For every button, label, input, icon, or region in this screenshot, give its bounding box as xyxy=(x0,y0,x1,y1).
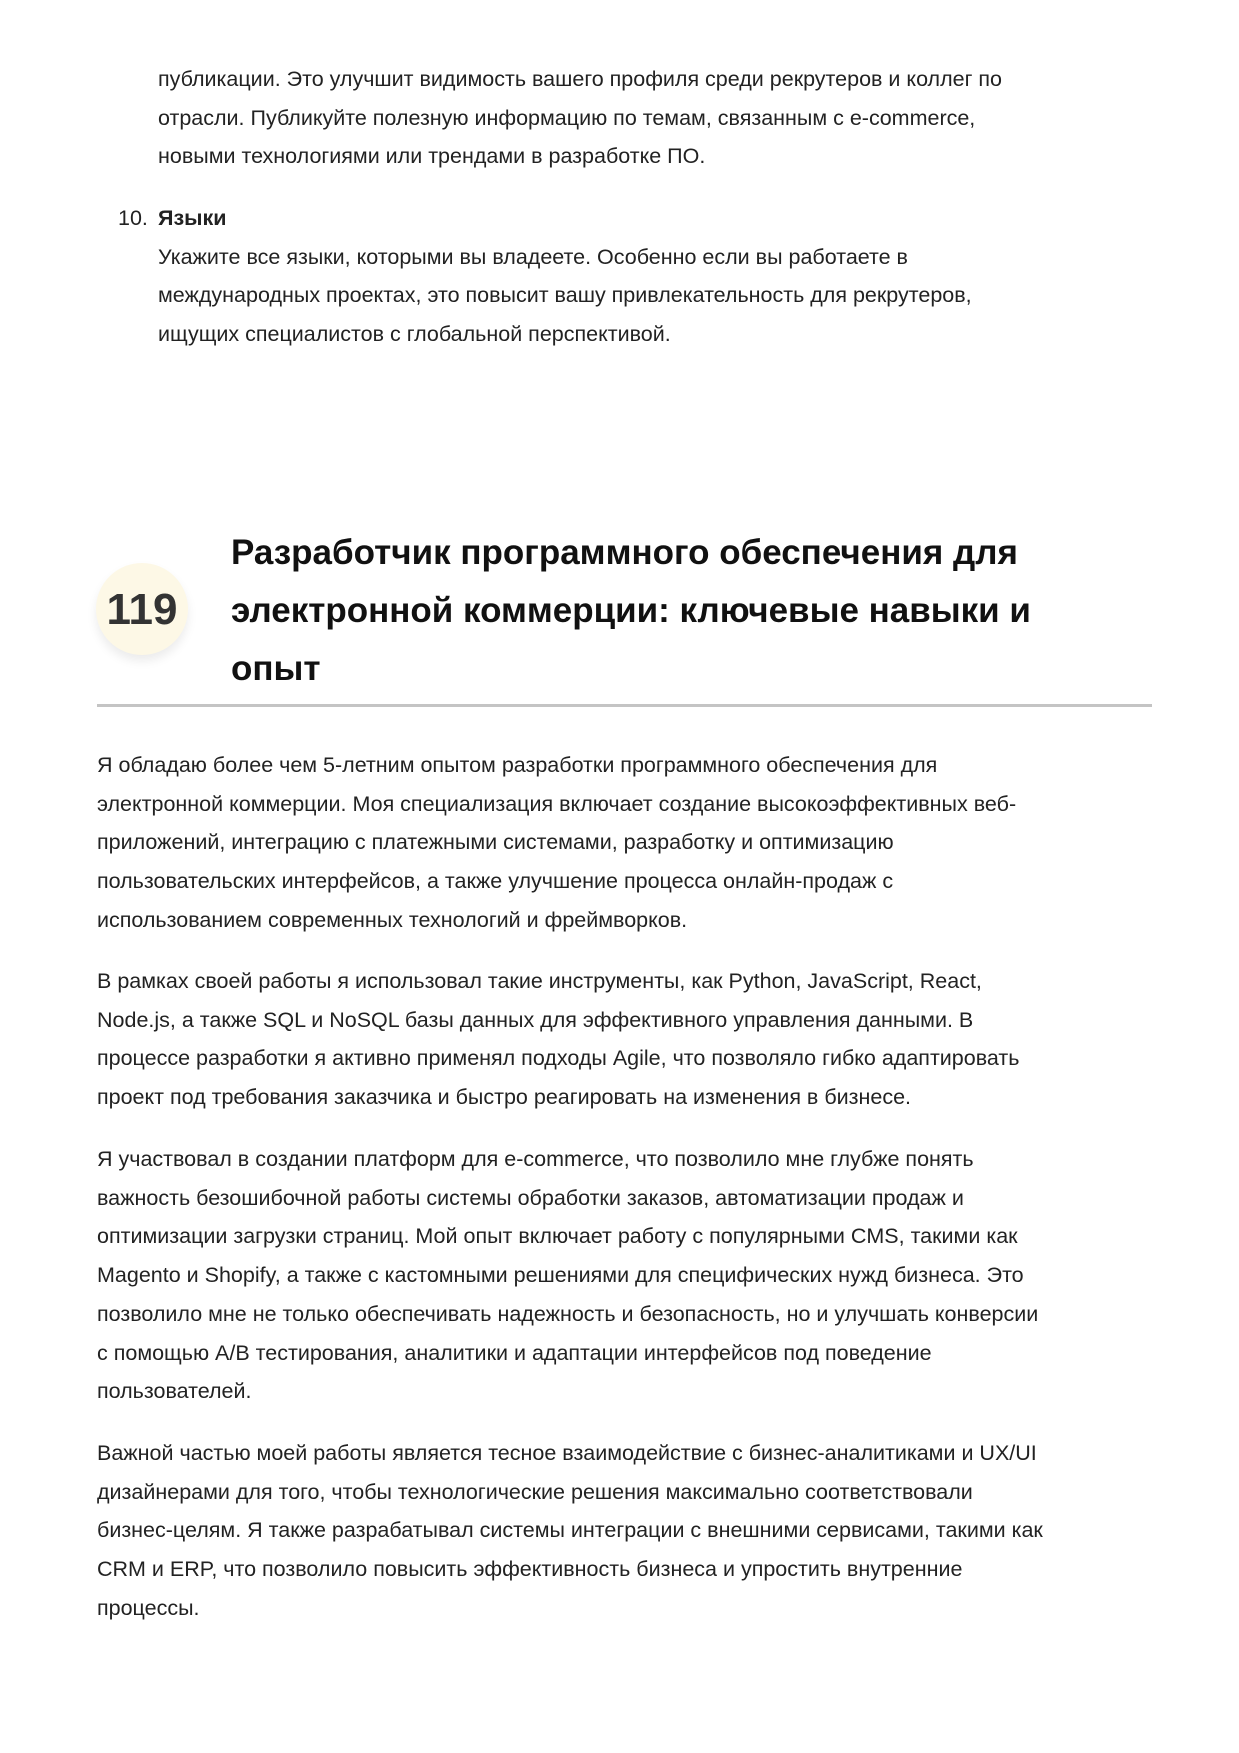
text-line: новыми технологиями или трендами в разработке ПО. xyxy=(158,144,706,169)
text-line: международных проектах, это повысит вашу привлекательность для рекрутеров, xyxy=(158,283,972,308)
section-title xyxy=(231,524,1031,698)
body-paragraph xyxy=(97,746,1016,940)
continued-list-item-text xyxy=(158,60,1002,176)
text-line: ищущих специалистов с глобальной перспективой. xyxy=(158,322,671,347)
text-line: использованием современных технологий и фреймворков. xyxy=(97,907,688,932)
text-line: пользовательских интерфейсов, а также улучшение процесса онлайн-продаж с xyxy=(97,869,894,894)
text-line: электронной коммерции. Моя специализация включает создание высокоэффективных веб- xyxy=(97,791,1017,816)
section-divider xyxy=(97,704,1152,707)
text-line: Node.js, а также SQL и NoSQL базы данных для эффективного управления данными. В xyxy=(97,1007,974,1032)
text-line: Важной частью моей работы является тесное взаимодействие с бизнес-аналитиками и UX/UI xyxy=(97,1441,1037,1465)
section-number: 119 xyxy=(106,585,178,634)
text-line: процессы. xyxy=(97,1595,200,1620)
body-paragraph xyxy=(97,1140,1038,1411)
text-line: приложений, интеграцию с платежными системами, разработку и оптимизацию xyxy=(97,830,894,855)
text-line: проект под требования заказчика и быстро реагировать на изменения в бизнесе. xyxy=(97,1085,912,1110)
title-line: опыт xyxy=(231,649,321,688)
text-line: отрасли. Публикуйте полезную информацию по темам, связанным с e-commerce, xyxy=(158,105,976,130)
list-item-title: Языки xyxy=(158,206,227,230)
text-line: пользователей. xyxy=(97,1379,252,1404)
text-line: бизнес-целям. Я также разрабатывал системы интеграции с внешними сервисами, такими как xyxy=(97,1518,1043,1543)
body-paragraph xyxy=(97,962,1019,1117)
title-line: Разработчик программного обеспечения для xyxy=(231,533,1018,572)
list-number: 10. xyxy=(118,206,148,230)
title-line: электронной коммерции: ключевые навыки и xyxy=(231,591,1031,630)
text-line: CRM и ERP, что позволило повысить эффективность бизнеса и упростить внутренние xyxy=(97,1557,963,1582)
list-item-languages xyxy=(158,199,972,354)
text-line: оптимизации загрузки страниц. Мой опыт включает работу с популярными CMS, такими как xyxy=(97,1224,1018,1249)
text-line: дизайнерами для того, чтобы технологические решения максимально соответствовали xyxy=(97,1479,973,1504)
body-paragraph xyxy=(97,1434,1043,1628)
text-line: публикации. Это улучшит видимость вашего профиля среди рекрутеров и коллег по xyxy=(158,67,1003,91)
text-line: важность безошибочной работы системы обработки заказов, автоматизации продаж и xyxy=(97,1185,964,1210)
text-line: процессе разработки я активно применял подходы Agile, что позволяло гибко адаптировать xyxy=(97,1046,1020,1071)
text-line: позволило мне не только обеспечивать надежность и безопасность, но и улучшать конверсии xyxy=(97,1301,1039,1326)
text-line: В рамках своей работы я использовал такие инструменты, как Python, JavaScript, React, xyxy=(97,969,982,993)
text-line: Я обладаю более чем 5-летним опытом разработки программного обеспечения для xyxy=(97,753,938,777)
text-line: Я участвовал в создании платформ для e-commerce, что позволило мне глубже понять xyxy=(97,1147,974,1171)
text-line: с помощью A/B тестирования, аналитики и адаптации интерфейсов под поведение xyxy=(97,1340,932,1365)
text-line: Magento и Shopify, а также с кастомными решениями для специфических нужд бизнеса. Это xyxy=(97,1263,1024,1288)
text-line: Укажите все языки, которыми вы владеете. Особенно если вы работаете в xyxy=(158,244,908,269)
